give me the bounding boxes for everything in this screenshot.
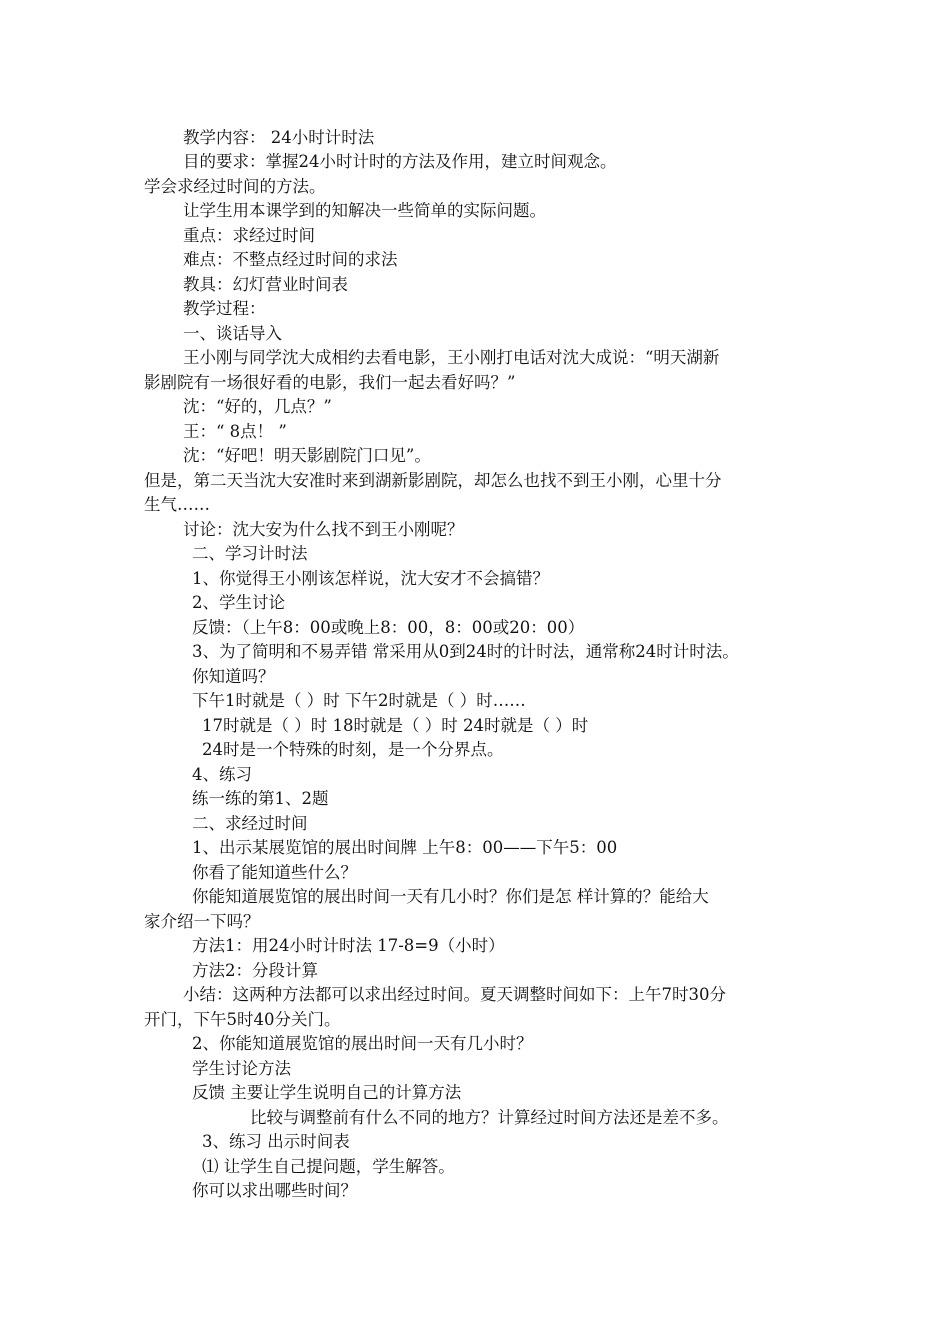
- key-point-line: 重点：求经过时间: [183, 226, 315, 245]
- comparison-line: 比较与调整前有什么不同的地方？计算经过时间方法还是差不多。: [250, 1108, 729, 1127]
- dialogue-line-1: 沈：“好的，几点？”: [183, 397, 332, 416]
- did-you-know-line: 你知道吗？: [192, 667, 275, 686]
- step-1-line: 1、你觉得王小刚该怎样说，沈大安才不会搞错？: [192, 569, 549, 588]
- section-heading-timekeeping: 二、学习计时法: [192, 544, 308, 563]
- exhibition-hours-line: 1、出示某展览馆的展出时间牌 上午8：00——下午5：00: [192, 838, 618, 857]
- question-line-3: 2、你能知道展览馆的展出时间一天有几小时？: [192, 1034, 533, 1053]
- objectives-line: 目的要求：掌握24小时计时的方法及作用，建立时间观念。: [183, 152, 617, 171]
- practice-timetable-line: 3、练习 出示时间表: [202, 1132, 350, 1151]
- final-question-line: 你可以求出哪些时间？: [192, 1181, 357, 1200]
- teaching-content-line: 教学内容： 24小时计时法: [183, 128, 375, 147]
- discussion-line: 讨论：沈大安为什么找不到王小刚呢？: [183, 520, 464, 539]
- process-heading: 教学过程：: [183, 299, 266, 318]
- boundary-note-line: 24时是一个特殊的时刻，是一个分界点。: [202, 740, 504, 759]
- question-line-2-cont: 家介绍一下吗？: [144, 912, 260, 931]
- feedback-method-line: 反馈 主要让学生说明自己的计算方法: [192, 1083, 462, 1102]
- fill-in-line-1: 下午1时就是（ ）时 下午2时就是（ ）时……: [192, 691, 526, 710]
- student-discussion-line: 学生讨论方法: [192, 1059, 291, 1078]
- summary-line-2: 开门，下午5时40分关门。: [144, 1010, 341, 1029]
- step-2-line: 2、学生讨论: [192, 593, 285, 612]
- teaching-aids-line: 教具：幻灯营业时间表: [183, 275, 348, 294]
- story-ending-line-2: 生气……: [144, 495, 210, 514]
- fill-in-line-2: 17时就是（ ）时 18时就是（ ）时 24时就是（ ）时: [202, 716, 589, 735]
- self-question-line: ⑴ 让学生自己提问题，学生解答。: [202, 1157, 455, 1176]
- dialogue-line-3: 沈：“好吧！明天影剧院门口见”。: [183, 446, 431, 465]
- story-paragraph-line-1: 王小刚与同学沈大成相约去看电影，王小刚打电话对沈大成说：“明天湖新: [183, 348, 720, 367]
- difficulty-line: 难点：不整点经过时间的求法: [183, 250, 398, 269]
- method-2-line: 方法2：分段计算: [192, 961, 318, 980]
- question-line-2: 你能知道展览馆的展出时间一天有几小时？你们是怎 样计算的？能给大: [192, 887, 709, 906]
- story-ending-line-1: 但是，第二天当沈大安准时来到湖新影剧院，却怎么也找不到王小刚，心里十分: [144, 471, 722, 490]
- method-1-line: 方法1：用24小时计时法 17-8=9（小时）: [192, 936, 505, 955]
- objectives-line-2: 让学生用本课学到的知解决一些简单的实际问题。: [183, 201, 546, 220]
- question-line-1: 你看了能知道些什么？: [192, 863, 357, 882]
- story-paragraph-line-2: 影剧院有一场很好看的电影，我们一起去看好吗？”: [144, 373, 516, 392]
- summary-line-1: 小结：这两种方法都可以求出经过时间。夏天调整时间如下：上午7时30分: [183, 985, 726, 1004]
- feedback-line: 反馈：（上午8：00或晚上8：00，8：00或20：00）: [192, 618, 585, 637]
- section-heading-intro: 一、谈话导入: [183, 324, 282, 343]
- practice-line: 练一练的第1、2题: [192, 789, 329, 808]
- section-heading-elapsed-time: 二、求经过时间: [192, 814, 308, 833]
- step-4-line: 4、练习: [192, 765, 252, 784]
- objectives-line-cont: 学会求经过时间的方法。: [144, 177, 326, 196]
- dialogue-line-2: 王：“ 8点！ ”: [183, 422, 287, 441]
- step-3-line: 3、为了简明和不易弄错 常采用从0到24时的计时法，通常称24时计时法。: [192, 642, 739, 661]
